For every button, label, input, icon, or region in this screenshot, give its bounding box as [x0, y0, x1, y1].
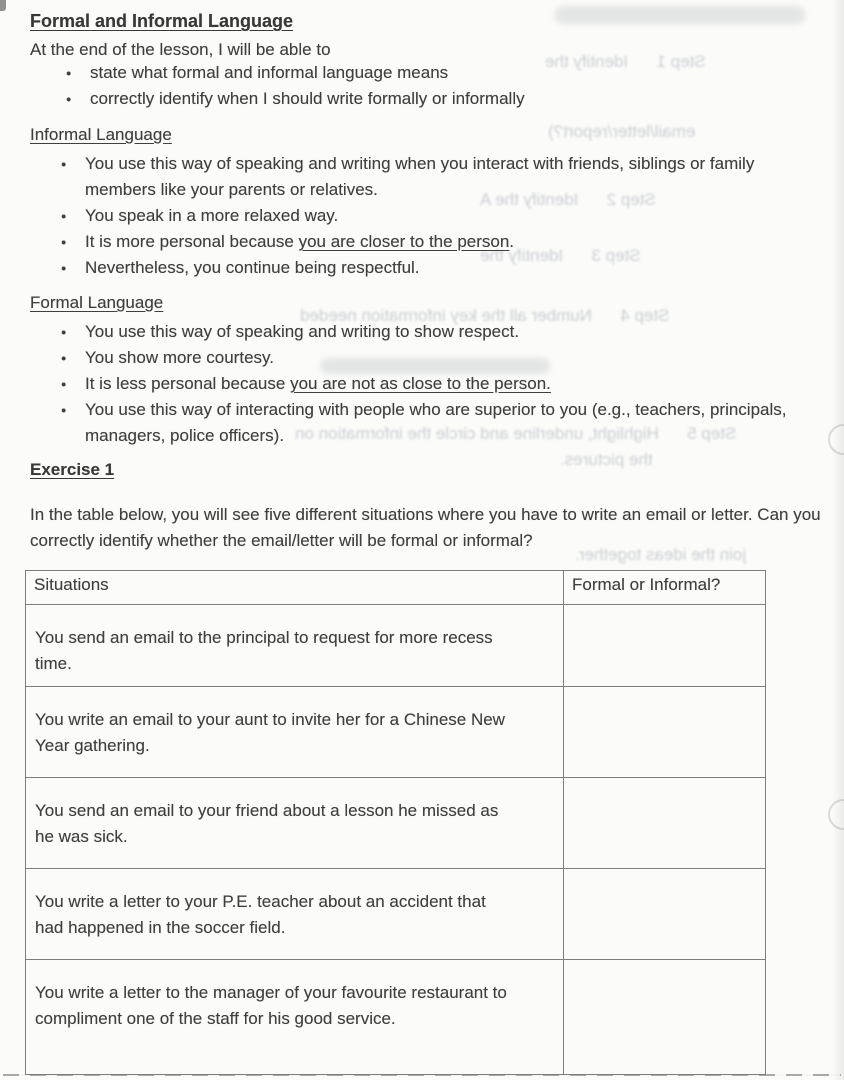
bullet-text: It is less personal because: [85, 374, 291, 393]
list-item: [85, 151, 797, 203]
answer-cell: [564, 778, 766, 869]
bleed-through-line: Step 4 Number all the key information needed: [300, 306, 670, 325]
lesson-objective-intro: At the end of the lesson, I will be able to: [30, 40, 331, 59]
exercise-table: [25, 570, 766, 1075]
page-title: Formal and Informal Language: [30, 11, 294, 31]
exercise-heading: Exercise 1: [30, 460, 115, 479]
list-item: [90, 60, 525, 86]
list-item: [90, 86, 525, 112]
bullet-text: .: [509, 232, 515, 251]
bullet-underlined-text: you are closer to the person: [298, 232, 510, 251]
formal-language-heading: Formal Language: [30, 293, 164, 312]
situation-text: You write a letter to your P.E. teacher about an accident that had happened in the soccer field.: [35, 892, 486, 937]
column-header-formal-or-informal: Formal or Informal?: [564, 571, 766, 605]
bullet-text: You use this way of speaking and writing when you interact with friends, siblings or family members like your parents or relatives.: [85, 154, 755, 199]
bleed-through-line: Step 5 Highlight, underline and circle the information on: [295, 424, 737, 443]
bleed-through-line: Step 1 Identify the: [545, 52, 706, 71]
answer-cell: [564, 687, 766, 778]
situation-cell: [26, 687, 564, 778]
table-row: [26, 778, 766, 869]
bullet-text: It is more personal because: [85, 232, 299, 251]
table-row: [26, 605, 766, 687]
situation-cell: [26, 605, 564, 687]
bullet-underlined-text: you are not as close to the person.: [290, 374, 551, 393]
exercise-instructions: In the table below, you will see five different situations where you have to write an email or letter. Can you correctly identify whether the email/letter will be formal or informal?: [30, 505, 821, 550]
situation-cell: [26, 778, 564, 869]
list-item: [85, 397, 797, 449]
bleed-through-line: the pictures.: [560, 450, 653, 469]
bullet-text: correctly identify when I should write formally or informally: [90, 89, 525, 108]
bullet-text: You use this way of speaking and writing to show respect.: [85, 322, 520, 341]
answer-cell: [564, 960, 766, 1075]
bleed-through-line: email/letter/report?): [548, 122, 696, 141]
situation-text: You send an email to the principal to request for more recess time.: [35, 628, 493, 673]
bullet-text: You speak in a more relaxed way.: [85, 206, 339, 225]
answer-cell: [564, 869, 766, 960]
situation-cell: [26, 869, 564, 960]
table-row: [26, 869, 766, 960]
table-header-row: [26, 571, 766, 605]
list-item: [85, 371, 797, 397]
formal-language-list: [30, 319, 797, 449]
bullet-text: You show more courtesy.: [85, 348, 274, 367]
list-item: [85, 203, 797, 229]
bleed-through-line: Step 2 Identify the A: [480, 190, 656, 209]
situation-text: You write an email to your aunt to invite her for a Chinese New Year gathering.: [35, 710, 505, 755]
bullet-text: Nevertheless, you continue being respectful.: [85, 258, 420, 277]
situation-text: You send an email to your friend about a lesson he missed as he was sick.: [35, 801, 499, 846]
informal-language-heading: Informal Language: [30, 125, 172, 144]
answer-cell: [564, 605, 766, 687]
objectives-list: [30, 60, 525, 112]
bullet-text: You use this way of interacting with people who are superior to you (e.g., teachers, principals, managers, police officers).: [85, 400, 787, 445]
bullet-text: state what formal and informal language means: [90, 63, 449, 82]
bleed-through-line: Step 3 Identify the: [480, 246, 641, 265]
situation-cell: [26, 960, 564, 1075]
table-row: [26, 687, 766, 778]
bleed-through-line: join the ideas together.: [575, 545, 747, 564]
list-item: [85, 255, 797, 281]
list-item: [85, 229, 797, 255]
column-header-situations: Situations: [26, 571, 564, 605]
informal-language-list: [30, 151, 797, 281]
situation-text: You write a letter to the manager of your favourite restaurant to compliment one of the staff for his good service.: [35, 983, 507, 1028]
table-row: [26, 960, 766, 1075]
list-item: [85, 319, 797, 345]
list-item: [85, 345, 797, 371]
